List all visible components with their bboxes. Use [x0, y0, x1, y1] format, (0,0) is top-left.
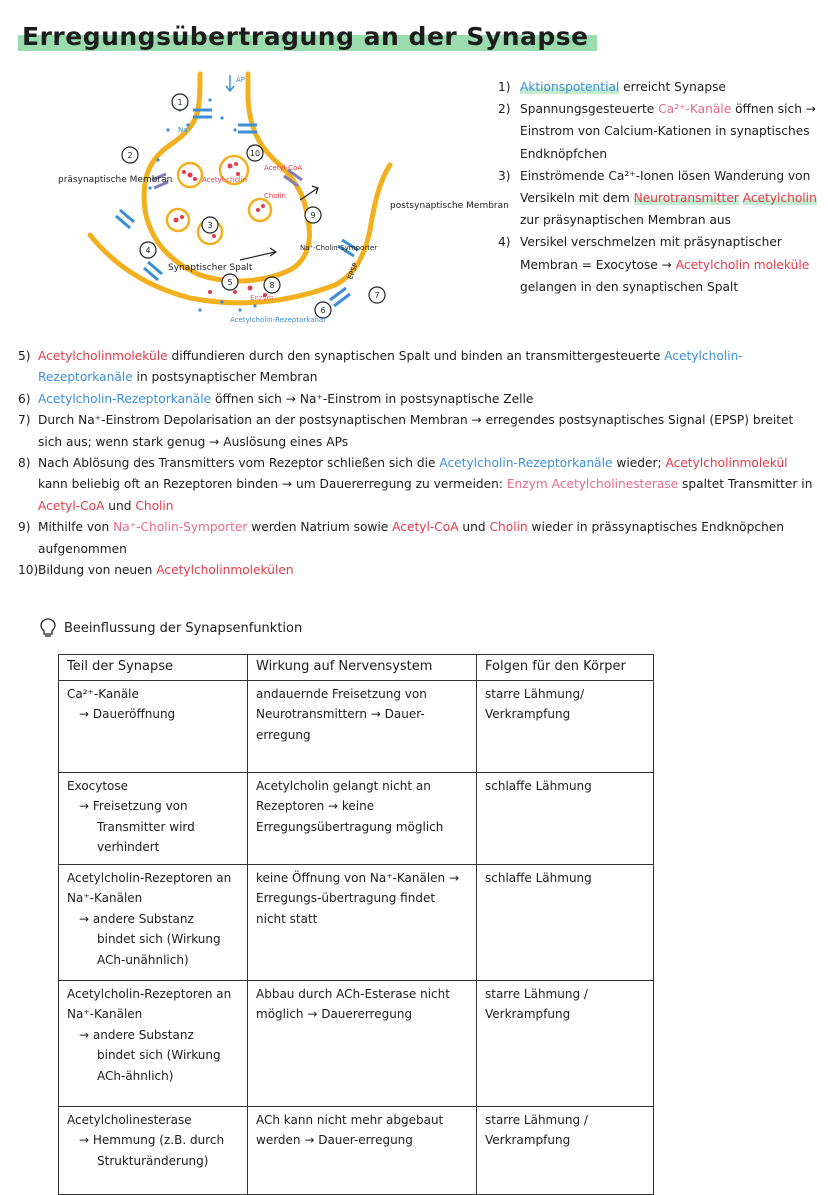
text-segment: öffnen sich → Na⁺-Einstrom in postsynaptische Zelle — [211, 391, 534, 406]
cell-text: Acetylcholinesterase — [67, 1112, 192, 1127]
step-text — [38, 410, 818, 453]
marker-2: 2 — [127, 151, 133, 160]
step-item — [498, 98, 818, 165]
marker-5: 5 — [227, 278, 233, 287]
steps-full-width — [18, 346, 818, 581]
synapse-influence-table — [58, 654, 654, 1195]
cell-result: schlaffe Lähmung — [477, 864, 654, 980]
text-segment: Acetylcholin-Rezeptorkanäle — [38, 349, 743, 385]
label-cholin: Cholin — [264, 192, 286, 200]
page-title: Erregungsübertragung an der Synapse — [18, 22, 597, 51]
text-segment: Enzym Acetylcholinesterase — [506, 477, 679, 492]
step-item — [18, 517, 818, 560]
step-item — [498, 231, 818, 298]
marker-6: 6 — [320, 306, 326, 315]
vesicles — [167, 156, 271, 244]
label-rezeptorkanal: Acetylcholin-Rezeptorkanal — [230, 316, 326, 324]
cell-result: schlaffe Lähmung — [477, 772, 654, 864]
step-item — [498, 76, 818, 98]
cell-part — [59, 772, 248, 864]
cell-effect: keine Öffnung von Na⁺-Kanälen → Erregungs-übertragung findet nicht statt — [248, 864, 477, 980]
cell-result: starre Lähmung / Verkrampfung — [477, 980, 654, 1106]
step-number: 6) — [18, 391, 31, 406]
step-item — [498, 165, 818, 232]
ca-channels — [116, 110, 358, 306]
marker-1: 1 — [177, 98, 183, 107]
cell-part — [59, 1106, 248, 1194]
cell-part — [59, 980, 248, 1106]
step-text — [520, 98, 818, 165]
step-text — [38, 453, 818, 517]
table-header: Wirkung auf Nervensystem — [248, 655, 477, 681]
cell-text: → Freisetzung von — [79, 799, 188, 813]
text-segment: wieder in prässynaptisches Endknöpchen aufgenommen — [38, 520, 785, 556]
label-postsynaptische-membran: postsynaptische Membran — [390, 201, 509, 211]
text-segment: Durch Na⁺-Einstrom Depolarisation an der postsynaptischen Membran → erregendes postsynaptisches Signal (EPSP) breitet sich aus; wenn stark genug → Auslösung eines APs — [38, 413, 794, 449]
step-text — [520, 76, 818, 98]
text-segment: Ca²⁺-Kanäle — [658, 102, 732, 117]
text-segment: Spannungsgesteuerte — [520, 102, 659, 117]
label-epsp: EPSP — [346, 261, 360, 281]
label-synaptischer-spalt: Synaptischer Spalt — [168, 263, 253, 273]
step-item — [18, 346, 818, 389]
marker-8: 8 — [269, 281, 275, 290]
cell-text: → andere Substanz — [79, 911, 194, 926]
text-segment: erreicht Synapse — [619, 80, 726, 94]
cell-text: Strukturänderung) — [97, 1153, 209, 1168]
text-segment: Acetylcholinmoleküle — [38, 349, 168, 363]
label-symporter: Na⁺-Cholin-Symporter — [300, 244, 378, 252]
step-number: 5) — [18, 349, 31, 363]
text-segment: öffnen sich → Einstrom von Calcium-Kationen in synaptisches Endknöpfchen — [520, 102, 816, 161]
text-segment: Aktionspotential — [520, 80, 620, 94]
cell-effect: ACh kann nicht mehr abgebaut werden → Dauer-erregung — [248, 1106, 477, 1194]
cell-result: starre Lähmung / Verkrampfung — [477, 1106, 654, 1194]
cell-effect: Acetylcholin gelangt nicht an Rezeptoren → keine Erregungsübertragung möglich — [248, 772, 477, 864]
step-item — [18, 560, 818, 581]
cell-part — [59, 864, 248, 980]
text-segment: Cholin — [489, 520, 528, 535]
label-enzym: Enzym — [250, 294, 274, 302]
table-row — [59, 864, 654, 980]
cell-effect: Abbau durch ACh-Esterase nicht möglich → Dauererregung — [248, 980, 477, 1106]
cell-effect: andauernde Freisetzung von Neurotransmittern → Dauer-erregung — [248, 680, 477, 772]
text-segment: Acetylcholin-Rezeptorkanäle — [38, 391, 212, 406]
text-segment: Nach Ablösung des Transmitters vom Rezeptor schließen sich die — [38, 456, 440, 471]
marker-7: 7 — [374, 291, 380, 300]
step-text — [38, 560, 818, 581]
text-segment: Neurotransmitter — [633, 191, 739, 206]
step-text — [38, 346, 818, 389]
influence-heading-text: Beeinflussung der Synapsenfunktion — [64, 620, 303, 636]
text-segment: werden Natrium sowie — [247, 520, 393, 535]
table-header: Folgen für den Körper — [477, 655, 654, 681]
step-number: 9) — [18, 520, 31, 535]
text-segment: Acetyl-CoA — [392, 520, 459, 535]
step-number: 8) — [18, 456, 31, 471]
text-segment: Acetylcholin-Rezeptorkanäle — [439, 456, 613, 471]
cell-text: Exocytose — [67, 778, 129, 793]
cell-text: Transmitter wird verhindert — [97, 819, 195, 854]
text-segment: Versikel verschmelzen mit präsynaptischer Membran = Exocytose → — [520, 235, 782, 272]
synapse-diagram — [50, 70, 509, 340]
text-segment: kann beliebig oft an Rezeptoren binden → um Dauererregung zu vermeiden: — [38, 477, 507, 492]
ap-label: AP — [236, 76, 246, 84]
text-segment: gelangen in den synaptischen Spalt — [520, 279, 739, 294]
text-segment: wieder; — [612, 456, 666, 471]
marker-10: 10 — [249, 149, 261, 158]
step-item — [18, 410, 818, 453]
label-praesynaptische-membran: präsynaptische Membran — [58, 175, 173, 185]
text-segment: und — [104, 498, 136, 513]
step-text — [38, 389, 818, 410]
marker-4: 4 — [145, 246, 151, 255]
step-text — [38, 517, 818, 560]
cell-part — [59, 680, 248, 772]
text-segment: diffundieren durch den synaptischen Spalt und binden an transmittergesteuerte — [167, 349, 665, 363]
steps-right-column — [498, 76, 818, 298]
text-segment: Acetyl-CoA — [38, 498, 105, 513]
table-header: Teil der Synapse — [59, 655, 248, 681]
cell-text: → Daueröffnung — [79, 707, 176, 721]
cell-text: → andere Substanz — [79, 1027, 194, 1042]
step-number: 4) — [498, 235, 511, 250]
cell-text: Acetylcholin-Rezeptoren an Na⁺-Kanälen — [67, 870, 232, 905]
marker-3: 3 — [207, 221, 213, 230]
na-label: Na⁺ — [178, 126, 192, 134]
step-text — [520, 231, 818, 298]
text-segment: Acetylcholinmolekülen — [156, 563, 294, 578]
text-segment: zur präsynaptischen Membran aus — [520, 213, 731, 228]
table-row — [59, 772, 654, 864]
influence-heading — [40, 618, 302, 638]
text-segment: Acetylcholin moleküle — [675, 257, 810, 272]
cell-text: → Hemmung (z.B. durch — [79, 1133, 225, 1147]
text-segment: Cholin — [135, 498, 174, 513]
label-acetyl-coa: Acetyl-CoA — [264, 164, 303, 172]
cell-text: bindet sich (Wirkung ACh-ähnlich) — [97, 1048, 221, 1083]
cell-text: Ca²⁺-Kanäle — [67, 686, 139, 701]
cell-text: Acetylcholin-Rezeptoren an Na⁺-Kanälen — [67, 986, 232, 1021]
step-number: 3) — [498, 168, 511, 183]
marker-9: 9 — [310, 211, 316, 220]
text-segment: in postsynaptischer Membran — [132, 370, 318, 385]
table-row — [59, 680, 654, 772]
text-segment: und — [458, 520, 490, 535]
label-acetylcholin: Acetyl-cholin — [202, 176, 248, 184]
table-row — [59, 980, 654, 1106]
table-row — [59, 1106, 654, 1194]
text-segment: Bildung von neuen — [38, 563, 157, 578]
text-segment: Acetylcholinmolekül — [665, 456, 788, 471]
cell-result: starre Lähmung/ Verkrampfung — [477, 680, 654, 772]
step-number: 7) — [18, 413, 31, 428]
cell-text: bindet sich (Wirkung ACh-unähnlich) — [97, 932, 221, 967]
text-segment: Acetylcholin — [742, 191, 817, 206]
text-segment: Mithilfe von — [38, 520, 114, 535]
step-number: 1) — [498, 80, 511, 94]
step-text — [520, 165, 818, 232]
text-segment: spaltet Transmitter in — [678, 477, 813, 492]
step-item — [18, 389, 818, 410]
text-segment: Einströmende Ca²⁺-Ionen lösen Wanderung von Versikeln mit dem — [520, 168, 811, 206]
step-number: 10) — [18, 563, 39, 578]
step-number: 2) — [498, 102, 511, 117]
text-segment: Na⁺-Cholin-Symporter — [113, 520, 248, 535]
lightbulb-icon — [40, 618, 56, 638]
step-item — [18, 453, 818, 517]
